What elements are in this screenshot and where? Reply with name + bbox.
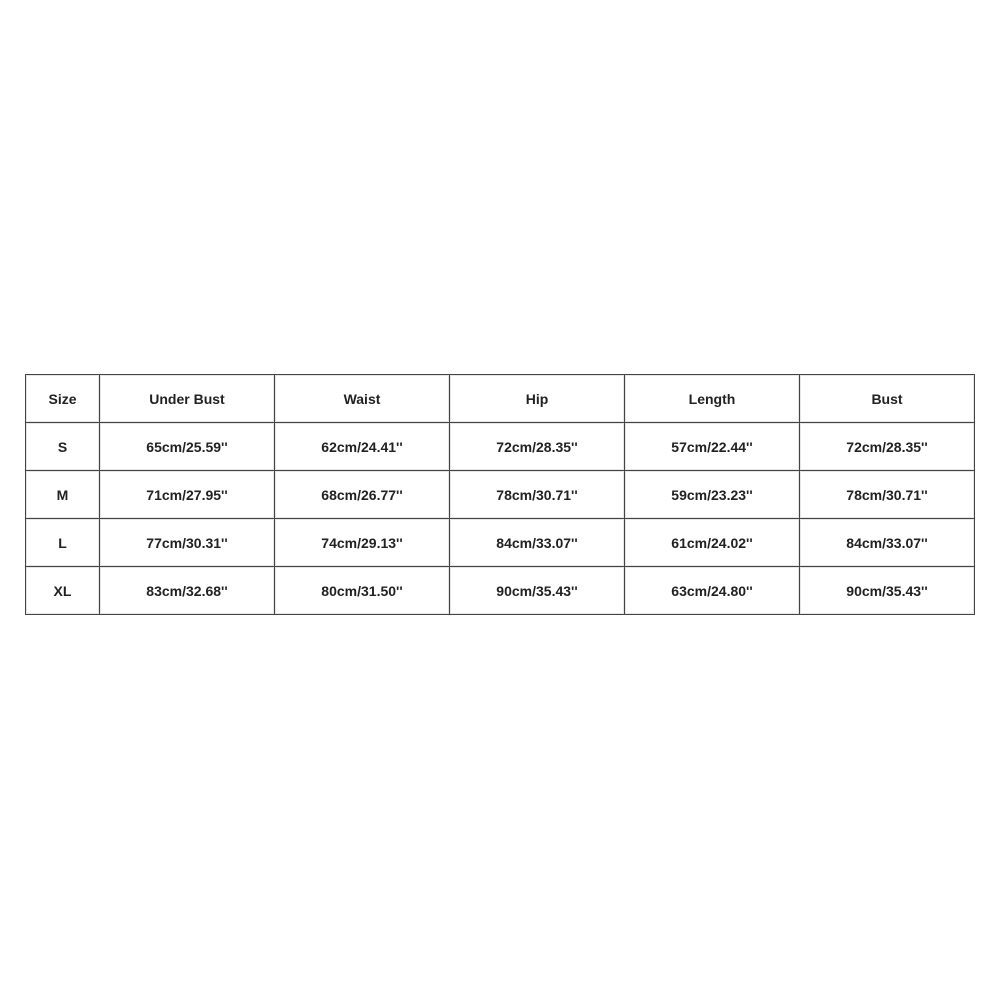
cell-hip: 72cm/28.35''	[450, 423, 625, 471]
header-waist: Waist	[275, 375, 450, 423]
cell-length: 61cm/24.02''	[625, 519, 800, 567]
cell-hip: 90cm/35.43''	[450, 567, 625, 615]
cell-bust: 78cm/30.71''	[800, 471, 975, 519]
cell-waist: 74cm/29.13''	[275, 519, 450, 567]
cell-size: M	[26, 471, 100, 519]
cell-under-bust: 71cm/27.95''	[100, 471, 275, 519]
cell-under-bust: 77cm/30.31''	[100, 519, 275, 567]
header-under-bust: Under Bust	[100, 375, 275, 423]
cell-waist: 62cm/24.41''	[275, 423, 450, 471]
table-row	[26, 519, 975, 567]
cell-hip: 78cm/30.71''	[450, 471, 625, 519]
header-size: Size	[26, 375, 100, 423]
table-row	[26, 471, 975, 519]
cell-under-bust: 65cm/25.59''	[100, 423, 275, 471]
cell-bust: 72cm/28.35''	[800, 423, 975, 471]
cell-hip: 84cm/33.07''	[450, 519, 625, 567]
cell-length: 59cm/23.23''	[625, 471, 800, 519]
cell-length: 57cm/22.44''	[625, 423, 800, 471]
cell-under-bust: 83cm/32.68''	[100, 567, 275, 615]
table-row	[26, 423, 975, 471]
header-bust: Bust	[800, 375, 975, 423]
size-chart-table	[25, 374, 975, 615]
table-header-row	[26, 375, 975, 423]
cell-bust: 90cm/35.43''	[800, 567, 975, 615]
cell-waist: 68cm/26.77''	[275, 471, 450, 519]
cell-length: 63cm/24.80''	[625, 567, 800, 615]
header-length: Length	[625, 375, 800, 423]
cell-bust: 84cm/33.07''	[800, 519, 975, 567]
cell-size: XL	[26, 567, 100, 615]
cell-size: S	[26, 423, 100, 471]
header-hip: Hip	[450, 375, 625, 423]
cell-waist: 80cm/31.50''	[275, 567, 450, 615]
table-row	[26, 567, 975, 615]
cell-size: L	[26, 519, 100, 567]
